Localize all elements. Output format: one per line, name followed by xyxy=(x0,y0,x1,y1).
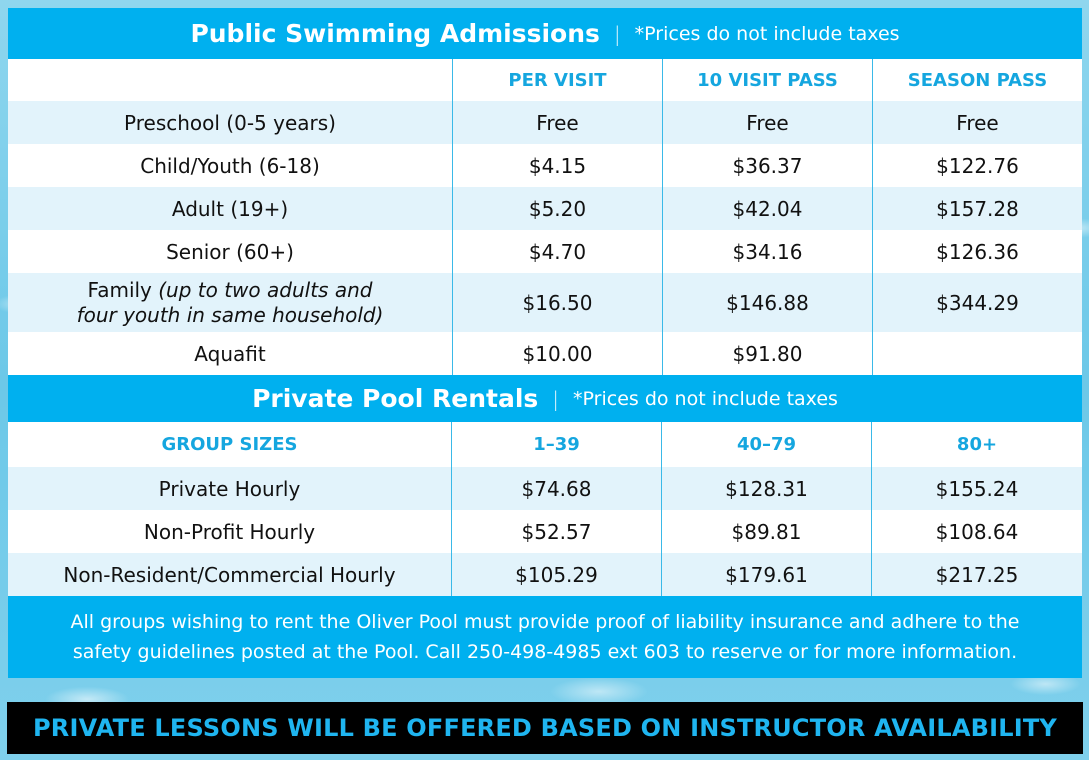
price-season: Free xyxy=(872,101,1082,144)
price-10-visit: $42.04 xyxy=(662,187,872,230)
price-season: $122.76 xyxy=(872,144,1082,187)
rental-note-line1: All groups wishing to rent the Oliver Pool must provide proof of liability insurance and adhere to the xyxy=(70,611,1020,633)
rental-requirements-note xyxy=(8,596,1082,678)
admissions-col-season: SEASON PASS xyxy=(872,59,1082,101)
admissions-tax-note: *Prices do not include taxes xyxy=(634,22,900,45)
rentals-tax-note: *Prices do not include taxes xyxy=(573,387,838,410)
admissions-separator: | xyxy=(613,21,621,46)
family-label: Family xyxy=(87,277,152,302)
rentals-col-group-sizes: GROUP SIZES xyxy=(161,434,298,455)
row-label: Senior (60+) xyxy=(166,239,294,264)
row-label: Private Hourly xyxy=(158,476,301,501)
admissions-title: Public Swimming Admissions xyxy=(190,19,600,48)
table-row xyxy=(8,101,1082,144)
price-1-39: $105.29 xyxy=(451,553,661,596)
price-per-visit: $10.00 xyxy=(452,332,662,375)
rentals-separator: | xyxy=(552,386,560,411)
family-detail-2: four youth in same household) xyxy=(76,302,384,327)
price-per-visit: $5.20 xyxy=(452,187,662,230)
rentals-col-1-39: 1–39 xyxy=(451,422,661,467)
price-40-79: $89.81 xyxy=(661,510,871,553)
table-row xyxy=(8,510,1082,553)
family-label-line1 xyxy=(88,278,373,303)
price-40-79: $128.31 xyxy=(661,467,871,510)
admissions-col-per-visit: PER VISIT xyxy=(452,59,662,101)
price-panel xyxy=(8,8,1082,678)
table-row xyxy=(8,553,1082,596)
price-season: $344.29 xyxy=(872,273,1082,332)
price-80-plus: $108.64 xyxy=(871,510,1082,553)
row-label: Non-Resident/Commercial Hourly xyxy=(63,562,396,587)
price-40-79: $179.61 xyxy=(661,553,871,596)
price-10-visit: $36.37 xyxy=(662,144,872,187)
admissions-col-10-visit: 10 VISIT PASS xyxy=(662,59,872,101)
price-season: $126.36 xyxy=(872,230,1082,273)
price-10-visit: $34.16 xyxy=(662,230,872,273)
row-label: Adult (19+) xyxy=(171,196,289,221)
price-80-plus: $155.24 xyxy=(871,467,1082,510)
private-lessons-text: PRIVATE LESSONS WILL BE OFFERED BASED ON INSTRUCTOR AVAILABILITY xyxy=(33,714,1057,742)
price-per-visit: Free xyxy=(452,101,662,144)
rentals-column-headers xyxy=(8,422,1082,467)
table-row xyxy=(8,273,1082,332)
price-80-plus: $217.25 xyxy=(871,553,1082,596)
price-per-visit: $16.50 xyxy=(452,273,662,332)
family-detail-1: (up to two adults and xyxy=(158,277,373,302)
table-row xyxy=(8,187,1082,230)
price-per-visit: $4.15 xyxy=(452,144,662,187)
row-label: Non-Profit Hourly xyxy=(143,519,316,544)
price-1-39: $74.68 xyxy=(451,467,661,510)
price-10-visit: Free xyxy=(662,101,872,144)
rentals-col-40-79: 40–79 xyxy=(661,422,871,467)
row-label: Aquafit xyxy=(194,341,266,366)
admissions-column-headers xyxy=(8,59,1082,101)
row-label-family xyxy=(8,273,452,332)
rentals-col-80-plus: 80+ xyxy=(871,422,1082,467)
admissions-header xyxy=(8,8,1082,59)
price-10-visit: $91.80 xyxy=(662,332,872,375)
table-row xyxy=(8,144,1082,187)
rental-note-line2: safety guidelines posted at the Pool. Call 250-498-4985 ext 603 to reserve or for more information. xyxy=(72,641,1018,663)
price-season: $157.28 xyxy=(872,187,1082,230)
price-10-visit: $146.88 xyxy=(662,273,872,332)
row-label: Preschool (0-5 years) xyxy=(124,110,336,135)
price-per-visit: $4.70 xyxy=(452,230,662,273)
table-row xyxy=(8,467,1082,510)
private-lessons-banner xyxy=(7,702,1083,754)
price-season xyxy=(872,332,1082,375)
admissions-col-category xyxy=(8,59,452,101)
table-row xyxy=(8,230,1082,273)
price-1-39: $52.57 xyxy=(451,510,661,553)
table-row xyxy=(8,332,1082,375)
rentals-header xyxy=(8,375,1082,422)
row-label: Child/Youth (6-18) xyxy=(140,153,320,178)
rentals-title: Private Pool Rentals xyxy=(252,384,539,413)
